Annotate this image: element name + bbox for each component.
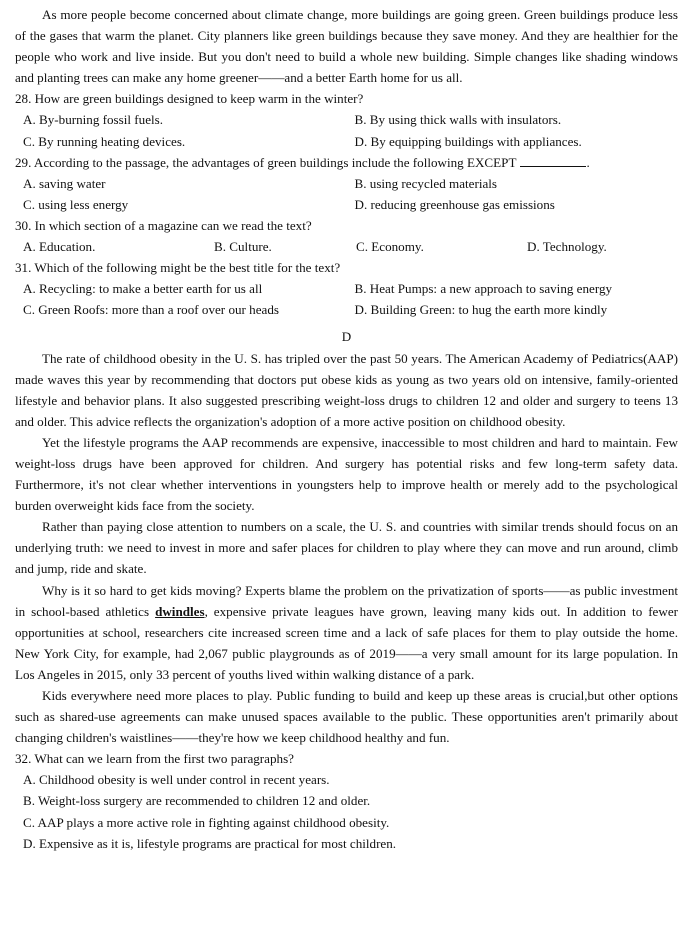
question-29-option-c[interactable]: C. using less energy	[23, 196, 129, 212]
question-29-option-d[interactable]: D. reducing greenhouse gas emissions	[354, 196, 555, 212]
question-30-stem: 30. In which section of a magazine can we read the text?	[15, 217, 312, 233]
passage-d-paragraph-3: Rather than paying close attention to numbers on a scale, the U. S. and countries with similar trends should focus on an underlying truth: we need to invest in more and safer places for children to play where they can move and run around, climb and jump, ride and skate.	[15, 519, 678, 577]
question-28-options	[15, 109, 678, 151]
passage-d-label: D	[341, 329, 352, 345]
question-29-stem-end: .	[586, 154, 590, 170]
question-28-stem: 28. How are green buildings designed to keep warm in the winter?	[15, 91, 364, 107]
question-31-options	[15, 278, 678, 320]
question-30-option-d[interactable]: D. Technology.	[527, 239, 607, 255]
vocabulary-word-dwindles: dwindles	[155, 603, 205, 619]
answer-blank	[520, 154, 586, 167]
question-31-stem: 31. Which of the following might be the best title for the text?	[15, 260, 341, 276]
passage-d-paragraph-1: The rate of childhood obesity in the U. S. has tripled over the past 50 years. The American Academy of Pediatrics(AAP) made waves this year by recommending that doctors put obese kids as young as two years old on intensive, family-oriented lifestyle and behavior plans. It also suggested prescribing weight-loss drugs to children 12 and older and surgery to teens 13 and older. This advice reflects the organization's adoption of a more active position on childhood obesity.	[15, 350, 678, 429]
question-29-stem: 29. According to the passage, the advantages of green buildings include the following EXCEPT	[15, 154, 517, 170]
passage-d-paragraph-5: Kids everywhere need more places to play. Public funding to build and keep up these areas is crucial,but other options such as shared-use agreements can make unused spaces available to the public. These opportunities aren't primarily about changing children's waistlines——they're how we keep childhood healthy and fun.	[15, 688, 678, 746]
question-32-option-a[interactable]: A. Childhood obesity is well under control in recent years.	[23, 772, 330, 788]
question-32-option-c[interactable]: C. AAP plays a more active role in fighting against childhood obesity.	[23, 814, 390, 830]
question-32-option-d[interactable]: D. Expensive as it is, lifestyle programs are practical for most children.	[23, 835, 397, 851]
question-29-option-b[interactable]: B. using recycled materials	[354, 175, 498, 191]
question-32-options	[15, 769, 678, 853]
question-30-option-a[interactable]: A. Education.	[23, 239, 96, 255]
question-31-option-c[interactable]: C. Green Roofs: more than a roof over our heads	[23, 302, 279, 318]
question-31-option-d[interactable]: D. Building Green: to hug the earth more kindly	[354, 302, 608, 318]
question-30-option-c[interactable]: C. Economy.	[356, 239, 424, 255]
question-32-stem: 32. What can we learn from the first two paragraphs?	[15, 751, 294, 767]
question-30-options	[15, 236, 678, 257]
paragraph-4-text-before: Why is it so hard to get kids moving? Experts blame the problem on the privatization of sports——as public investment in school-based athletics	[15, 582, 678, 619]
question-28-option-d[interactable]: D. By equipping buildings with appliances.	[354, 133, 582, 149]
passage-d-paragraph-4	[15, 580, 678, 685]
question-30-option-b[interactable]: B. Culture.	[214, 239, 272, 255]
question-29-option-a[interactable]: A. saving water	[23, 175, 106, 191]
question-28-option-b[interactable]: B. By using thick walls with insulators.	[354, 112, 562, 128]
question-29	[15, 152, 678, 173]
passage-c-paragraph: As more people become concerned about climate change, more buildings are going green. Green buildings produce less of the gases that warm the planet. City planners like green buildings because they save money. And they are healthier for the people who work and live inside. But you don't need to build a whole new building. Simple changes like shading windows and planting trees can make any home greener——and a better Earth home for us all.	[15, 7, 678, 86]
question-32-option-b[interactable]: B. Weight-loss surgery are recommended to children 12 and older.	[23, 793, 371, 809]
question-31-option-b[interactable]: B. Heat Pumps: a new approach to saving energy	[354, 281, 613, 297]
paragraph-4-text-after: , expensive private leagues have grown, leaving many kids out. In addition to fewer opportunities at school, researchers cite increased screen time and a lack of safe places for them to play outside the home. New York City, for example, had 2,067 public playgrounds as of 2019——a very small amount for its large population. In Los Angeles in 2015, only 33 percent of youths lived within walking distance of a park.	[15, 603, 679, 682]
question-31-option-a[interactable]: A. Recycling: to make a better earth for us all	[23, 281, 263, 297]
question-29-options	[15, 173, 678, 215]
passage-d-paragraph-2: Yet the lifestyle programs the AAP recommends are expensive, inaccessible to most children and hard to maintain. Few weight-loss drugs have been approved for children. And surgery has potential risks and few long-term safety data. Furthermore, it's not clear whether interventions in youngsters help to improve health or merely add to the psychological burden overweight kids face from the society.	[15, 434, 678, 514]
question-28-option-a[interactable]: A. By-burning fossil fuels.	[23, 112, 164, 128]
question-28-option-c[interactable]: C. By running heating devices.	[23, 133, 186, 149]
